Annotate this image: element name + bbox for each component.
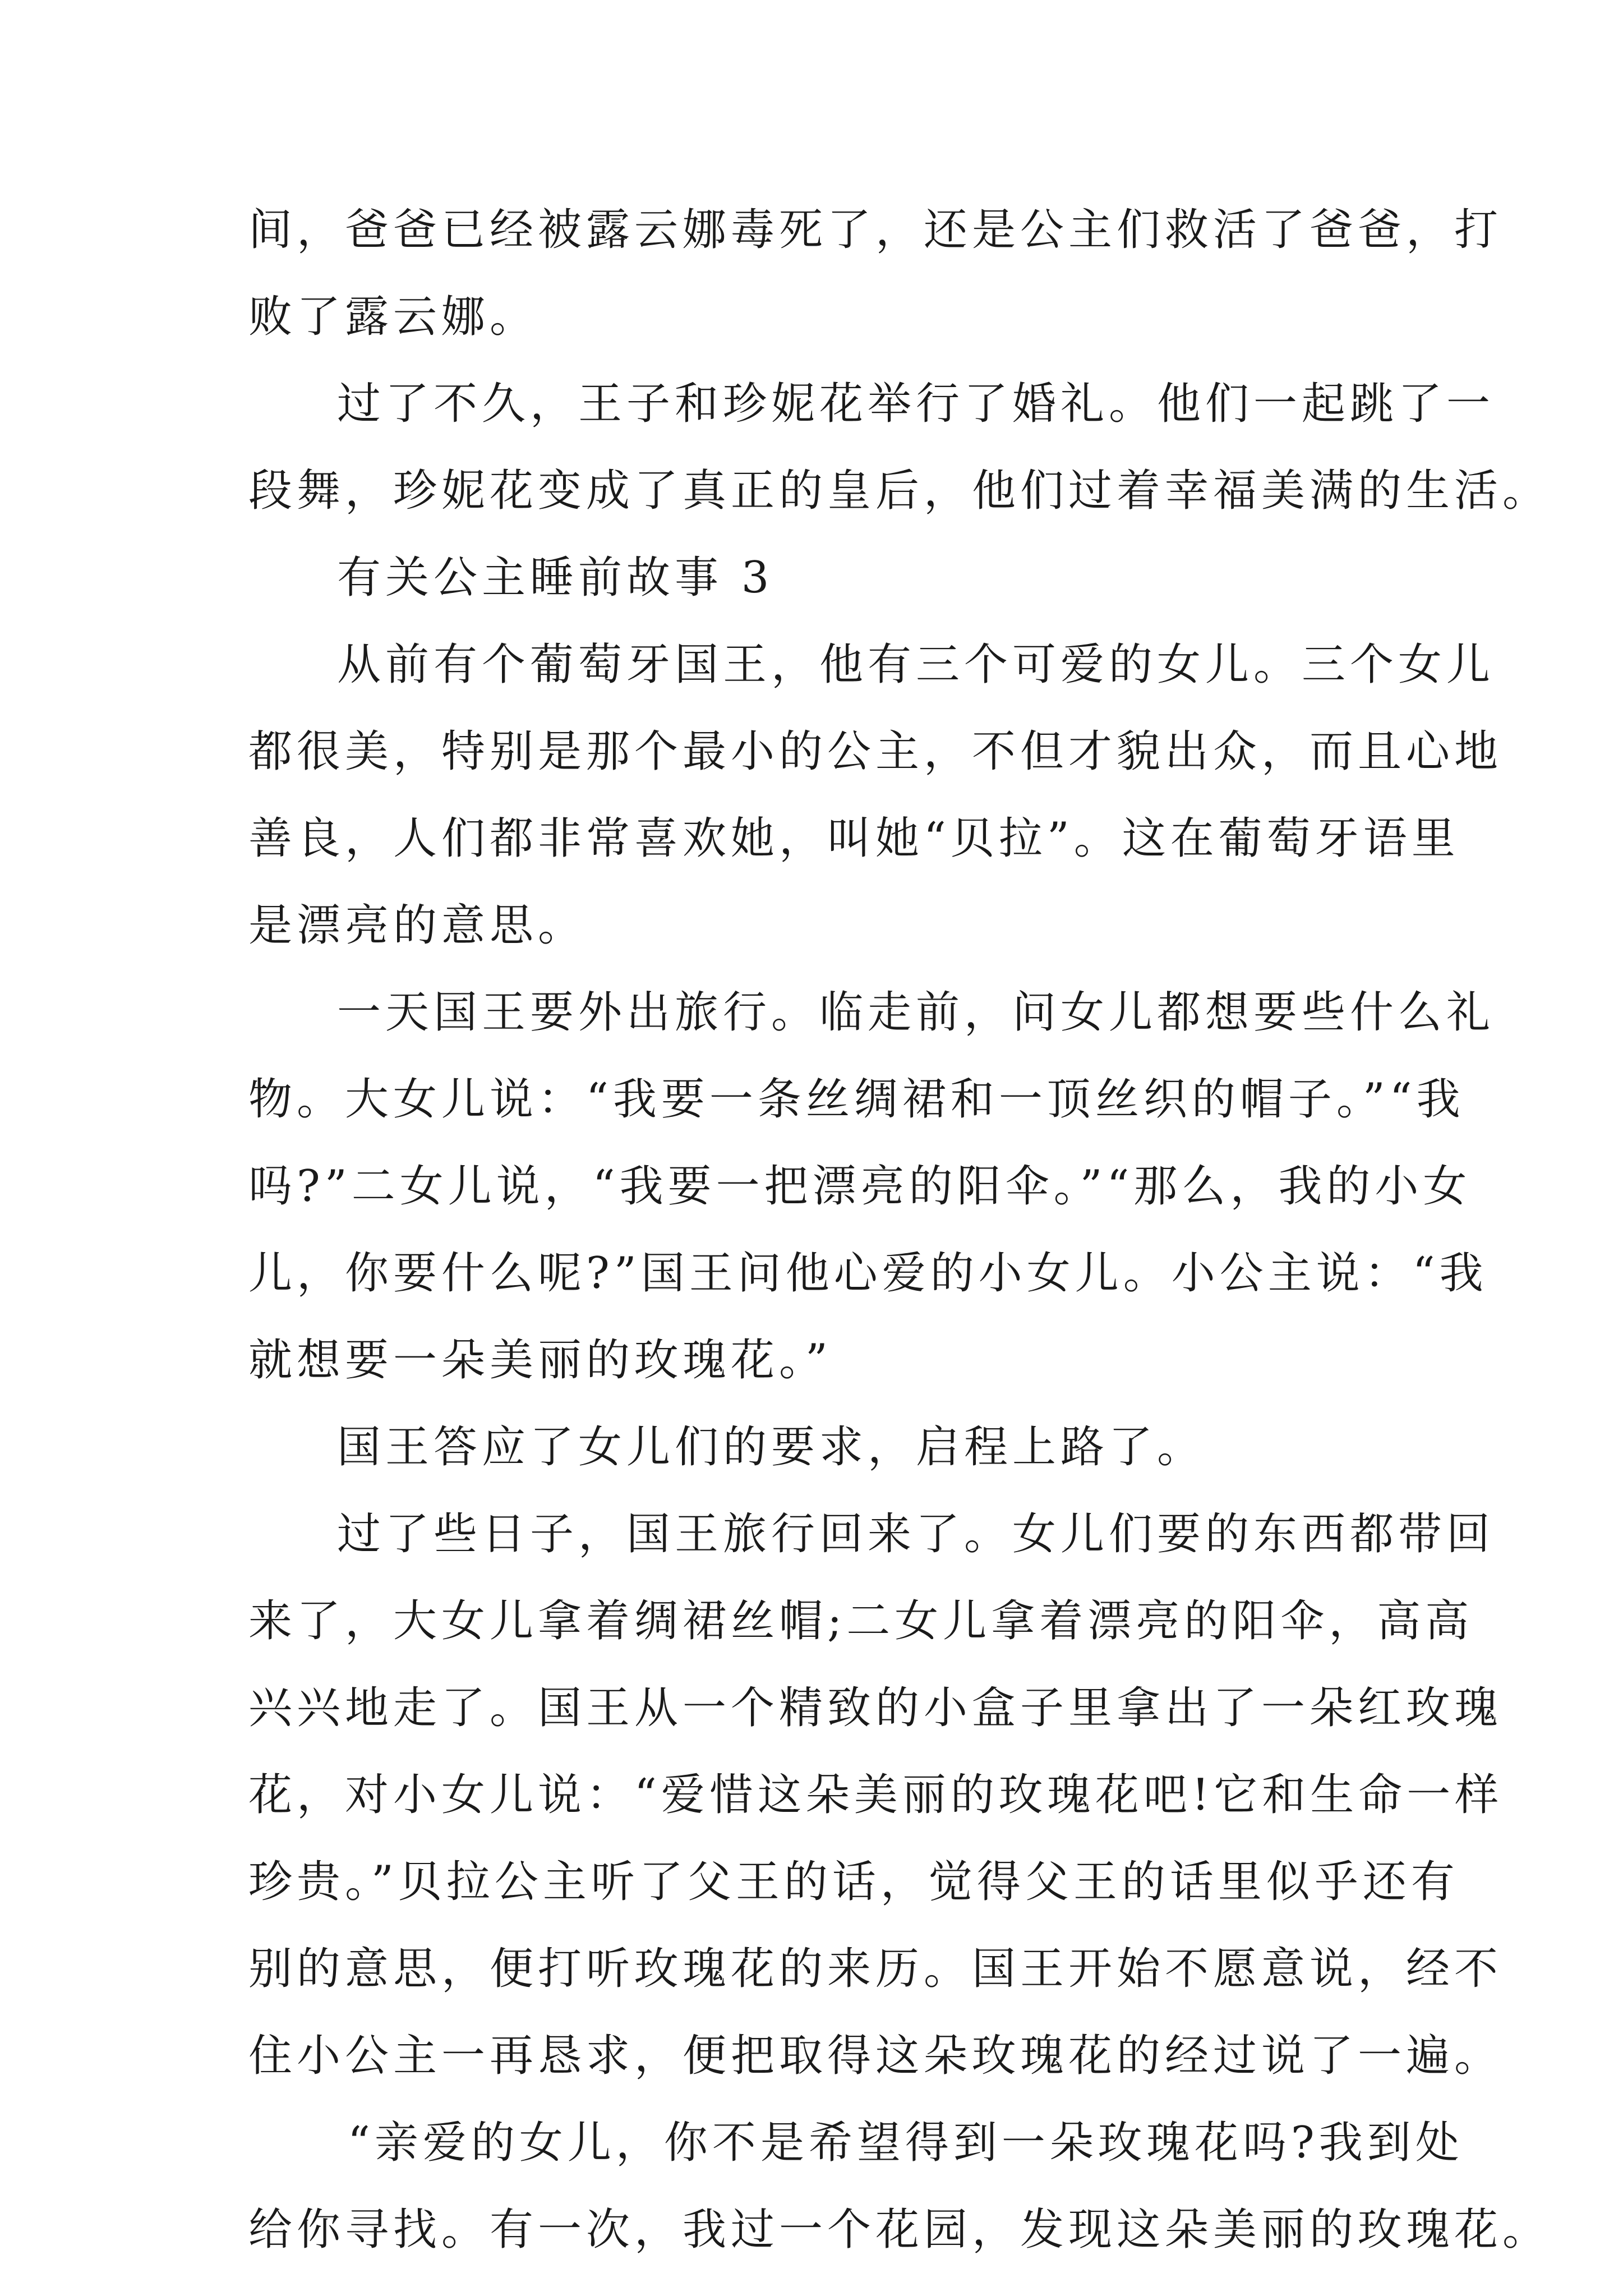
text-line: 物。大女儿说：“我要一条丝绸裙和一顶丝织的帽子。”“我 bbox=[248, 1074, 1465, 1125]
text-line: 珍贵。”贝拉公主听了父王的话，觉得父王的话里似乎还有 bbox=[248, 1857, 1459, 1907]
text-line: 花，对小女儿说：“爱惜这朵美丽的玫瑰花吧!它和生命一样 bbox=[248, 1770, 1504, 1820]
section-heading: 有关公主睡前故事 3 bbox=[337, 553, 774, 603]
text-line: 是漂亮的意思。 bbox=[248, 900, 587, 951]
paragraph-first-line: 一天国王要外出旅行。临走前，问女儿都想要些什么礼 bbox=[337, 987, 1495, 1038]
paragraph-first-line: 过了不久，王子和珍妮花举行了婚礼。他们一起跳了一 bbox=[337, 379, 1495, 429]
paragraph-first-line: “亲爱的女儿，你不是希望得到一朵玫瑰花吗?我到处 bbox=[348, 2118, 1464, 2168]
text-line: 住小公主一再恳求，便把取得这朵玫瑰花的经过说了一遍。 bbox=[248, 2031, 1503, 2081]
text-line: 善良，人们都非常喜欢她，叫她“贝拉”。这在葡萄牙语里 bbox=[248, 813, 1460, 864]
paragraph-first-line: 国王答应了女儿们的要求，启程上路了。 bbox=[337, 1422, 1206, 1473]
text-line: 都很美，特别是那个最小的公主，不但才貌出众，而且心地 bbox=[248, 726, 1503, 777]
text-line: 兴兴地走了。国王从一个精致的小盒子里拿出了一朵红玫瑰 bbox=[248, 1683, 1503, 1733]
paragraph-first-line: 过了些日子，国王旅行回来了。女儿们要的东西都带回 bbox=[337, 1509, 1495, 1559]
paragraph-first-line: 从前有个葡萄牙国王，他有三个可爱的女儿。三个女儿 bbox=[337, 639, 1495, 690]
text-line: 儿，你要什么呢?”国王问他心爱的小女儿。小公主说：“我 bbox=[248, 1248, 1488, 1299]
text-line: 败了露云娜。 bbox=[248, 292, 538, 342]
text-line: 间，爸爸已经被露云娜毒死了，还是公主们救活了爸爸，打 bbox=[248, 205, 1503, 255]
text-line: 吗?”二女儿说，“我要一把漂亮的阳伞。”“那么，我的小女 bbox=[248, 1161, 1472, 1212]
text-line: 别的意思，便打听玫瑰花的来历。国王开始不愿意说，经不 bbox=[248, 1944, 1503, 1994]
text-line: 就想要一朵美丽的玫瑰花。” bbox=[248, 1335, 832, 1386]
text-line: 段舞，珍妮花变成了真正的皇后，他们过着幸福美满的生活。 bbox=[248, 466, 1551, 516]
text-line: 给你寻找。有一次，我过一个花园，发现这朵美丽的玫瑰花。 bbox=[248, 2205, 1551, 2255]
text-line: 来了，大女儿拿着绸裙丝帽;二女儿拿着漂亮的阳伞，高高 bbox=[248, 1596, 1474, 1646]
